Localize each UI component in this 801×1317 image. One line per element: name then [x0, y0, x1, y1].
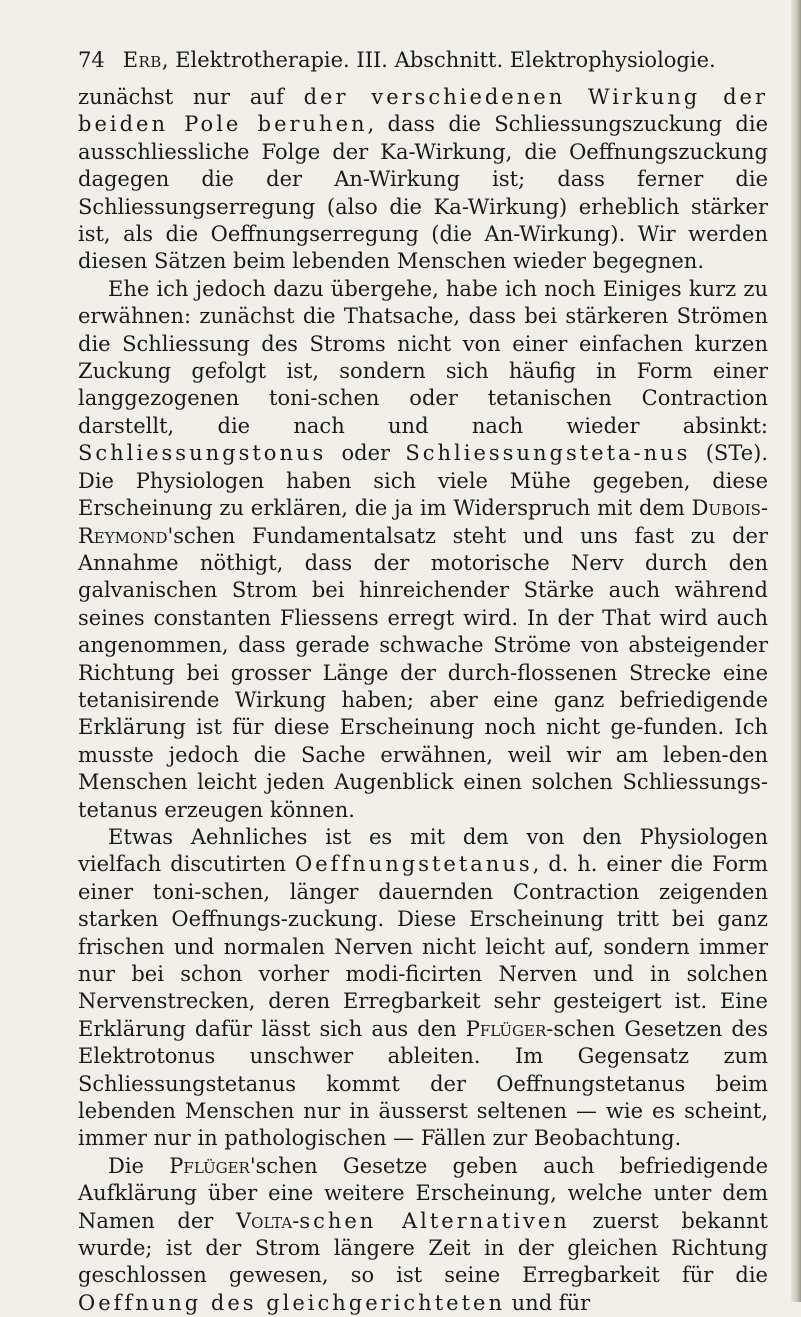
text-run: (STe). Die Physiologen haben sich viele Mühe gegeben, diese Erscheinung zu erklären, die ja im Widerspruch mit dem [78, 441, 768, 521]
header-author: Erb [122, 48, 162, 72]
spaced-emphasis: Oeffnungstetanus [294, 852, 533, 877]
text-run: 'schen Gesetze geben auch befriedigende Aufklärung über eine weitere Erscheinung, welche unter dem Namen der [78, 1153, 768, 1233]
text-run: Die [108, 1153, 170, 1178]
text-run: -schen Gesetzen des Elektrotonus unschwer ableiten. Im Gegensatz zum Schliessungstetanus kommt der Oeffnungstetanus beim lebenden Menschen nur in äusserst seltenen — wie es scheint, immer nur in pathologischen — Fällen zur Beobachtung. [78, 1016, 768, 1151]
text-run: 'schen Fundamentalsatz steht und uns fast zu der Annahme nöthigt, dass der motorische Nerv durch den galvanischen Strom bei hinreichender Stärke auch während seines constanten Fliessens erregt wird. In der That wird auch angenommen, dass gerade schwache Ströme von absteigender Richtung bei grosser Länge der durch-flossenen Strecke eine tetanisirende Wirkung haben; aber eine ganz befriedigende Erklärung ist für diese Erscheinung noch nicht ge-funden. Ich musste jedoch die Sache erwähnen, weil wir am leben-den Menschen leicht jeden Augenblick einen solchen Schliessungs-tetanus erzeugen können. [78, 523, 768, 822]
text-run: - [292, 1208, 300, 1233]
page-number: 74 [78, 48, 105, 72]
header-separator: , [161, 48, 176, 72]
text-run: zunächst nur auf [78, 85, 304, 109]
paragraph-1 [78, 84, 768, 276]
running-header [78, 44, 718, 76]
small-caps-name: Pflüger [169, 1153, 250, 1178]
page-edge-shadow [791, 0, 801, 1302]
text-run: , d. h. einer die Form einer toni-schen, länger dauernden Contraction zeigenden starken Oeffnungs-zuckung. Diese Erscheinung tritt bei ganz frischen und normalen Nerven nicht leicht auf, sondern immer nur bei schon vorher modi-ficirten Nerven und in solchen Nervenstrecken, deren Erregbarkeit sehr gesteigert ist. Eine Erklärung dafür lässt sich aus den [78, 852, 769, 1041]
spaced-emphasis: Oeffnung des gleichgerichteten [78, 1290, 505, 1315]
small-caps-name: Dubois-Reymond [78, 496, 768, 548]
text-run: oder [326, 441, 406, 466]
paragraph-2 [78, 276, 768, 824]
body-text [78, 84, 768, 1317]
spaced-emphasis: Schliessungsteta-nus [405, 441, 691, 466]
paragraph-4 [78, 1153, 768, 1317]
small-caps-name: Volta [235, 1208, 293, 1233]
spaced-emphasis: schen Alternativen [299, 1208, 570, 1233]
text-run: und für [504, 1290, 591, 1315]
spaced-emphasis: der verschiedenen Wirkung der beiden Pole beruhen [78, 85, 768, 137]
text-run: Etwas Aehnliches ist es mit dem von den Physiologen vielfach discutirten [78, 824, 768, 877]
text-run: , dass die Schliessungszuckung die ausschliessliche Folge der Ka-Wirkung, die Oeffnungszuckung dagegen die der An-Wirkung ist; dass ferner die Schliessungserregung (also die Ka-Wirkung) erheblich stärker ist, als die Oeffnungserregung (die An-Wirkung). Wir werden diesen Sätzen beim lebenden Menschen wieder begegnen. [78, 112, 768, 274]
header-title: Elektrotherapie. III. Abschnitt. Elektrophysiologie. [175, 48, 716, 72]
small-caps-name: Pflüger [465, 1016, 547, 1041]
text-run: Ehe ich jedoch dazu übergehe, habe ich noch Einiges kurz zu erwähnen: zunächst die Thatsache, dass bei stärkeren Strömen die Schliessung des Stroms nicht von einer einfachen kurzen Zuckung gefolgt ist, sondern sich häufig in Form einer langgezogenen toni-schen oder tetanischen Contraction darstellt, die nach und nach wieder absinkt: [78, 276, 768, 438]
spaced-emphasis: Schliessungstonus [78, 441, 327, 466]
paragraph-3 [78, 824, 768, 1153]
text-run: zuerst bekannt wurde; ist der Strom längere Zeit in der gleichen Richtung geschlossen gewesen, so ist seine Erregbarkeit für die [78, 1208, 768, 1288]
